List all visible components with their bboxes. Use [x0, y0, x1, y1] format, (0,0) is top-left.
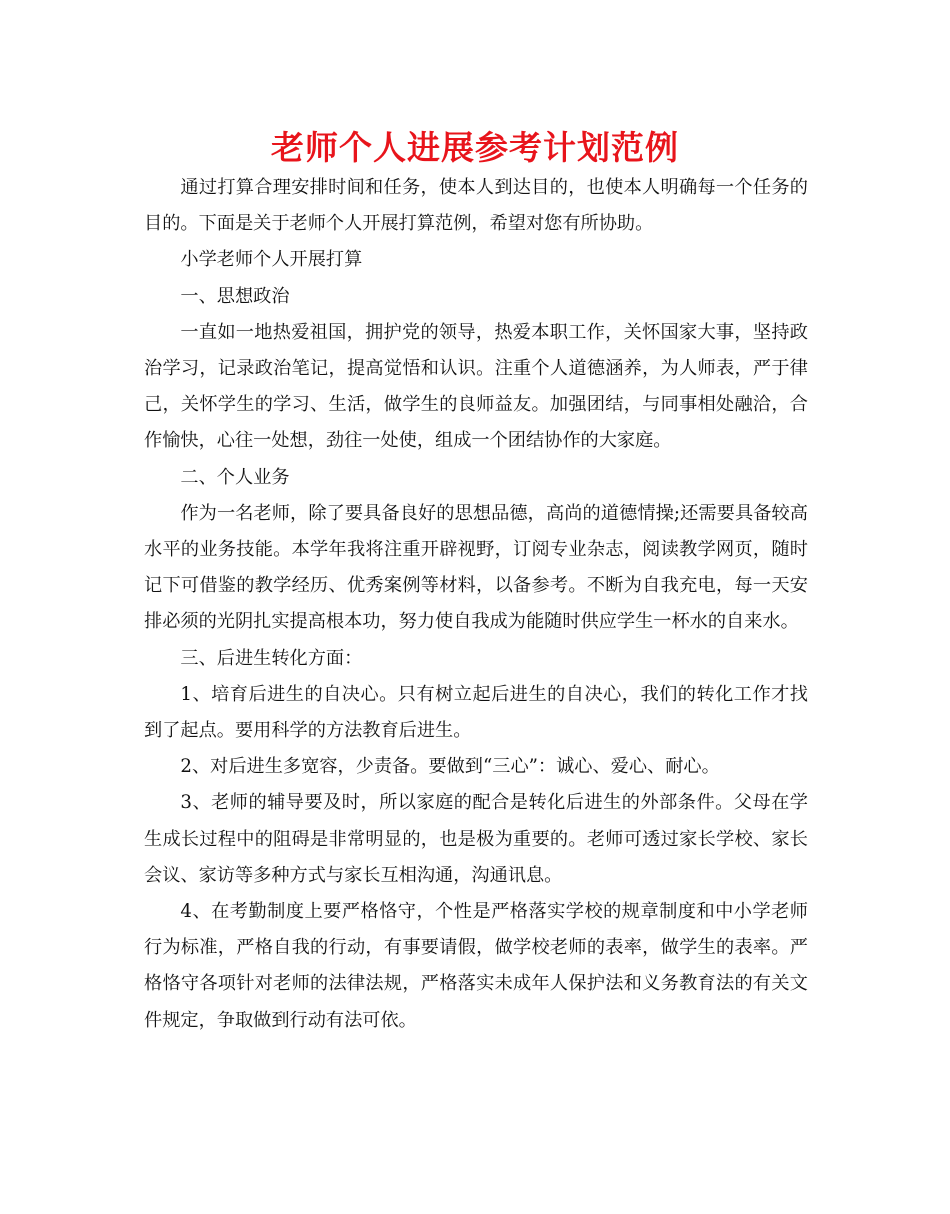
section-heading-business: 二、个人业务	[180, 466, 290, 488]
business-paragraph: 作为一名老师，除了要具备良好的思想品德，高尚的道德情操;还需要具备较高水平的业务技能。本学年我将注重开辟视野，订阅专业杂志，阅读教学网页，随时记下可借鉴的教学经历、优秀案例等材料，以备参考。不断为自我充电，每一天安排必须的光阴扎实提高根本功，努力使自我成为能随时供应学生一杯水的自来水。	[144, 502, 808, 633]
intro-paragraph: 通过打算合理安排时间和任务，使本人到达目的，也使本人明确每一个任务的目的。下面是关于老师个人开展打算范例，希望对您有所协助。	[144, 177, 808, 235]
section-heading-politics: 一、思想政治	[180, 285, 290, 307]
students-item-4: 4、在考勤制度上要严格恪守，个性是严格落实学校的规章制度和中小学老师行为标准，严格自我的行动，有事要请假，做学校老师的表率，做学生的表率。严格恪守各项针对老师的法律法规，严格落实未成年人保护法和义务教育法的有关文件规定，争取做到行动有法可依。	[144, 901, 808, 1031]
section-heading-students: 三、后进生转化方面：	[180, 647, 363, 669]
politics-paragraph: 一直如一地热爱祖国，拥护党的领导，热爱本职工作，关怀国家大事，坚持政治学习，记录政治笔记，提高觉悟和认识。注重个人道德涵养，为人师表，严于律己，关怀学生的学习、生活，做学生的良师益友。加强团结，与同事相处融洽，合作愉快，心往一处想，劲往一处使，组成一个团结协作的大家庭。	[144, 321, 808, 452]
document-title: 老师个人进展参考计划范例	[271, 128, 679, 167]
students-item-2: 2、对后进生多宽容，少责备。要做到“三心”：诚心、爱心、耐心。	[180, 756, 720, 778]
students-item-1: 1、培育后进生的自决心。只有树立起后进生的自决心，我们的转化工作才找到了起点。要用科学的方法教育后进生。	[144, 683, 808, 742]
document-body	[144, 170, 808, 1039]
students-item-3: 3、老师的辅导要及时，所以家庭的配合是转化后进生的外部条件。父母在学生成长过程中的阻碍是非常明显的，也是极为重要的。老师可透过家长学校、家长会议、家访等多种方式与家长互相沟通，沟通讯息。	[144, 792, 808, 886]
section-heading-plan: 小学老师个人开展打算	[180, 249, 363, 271]
